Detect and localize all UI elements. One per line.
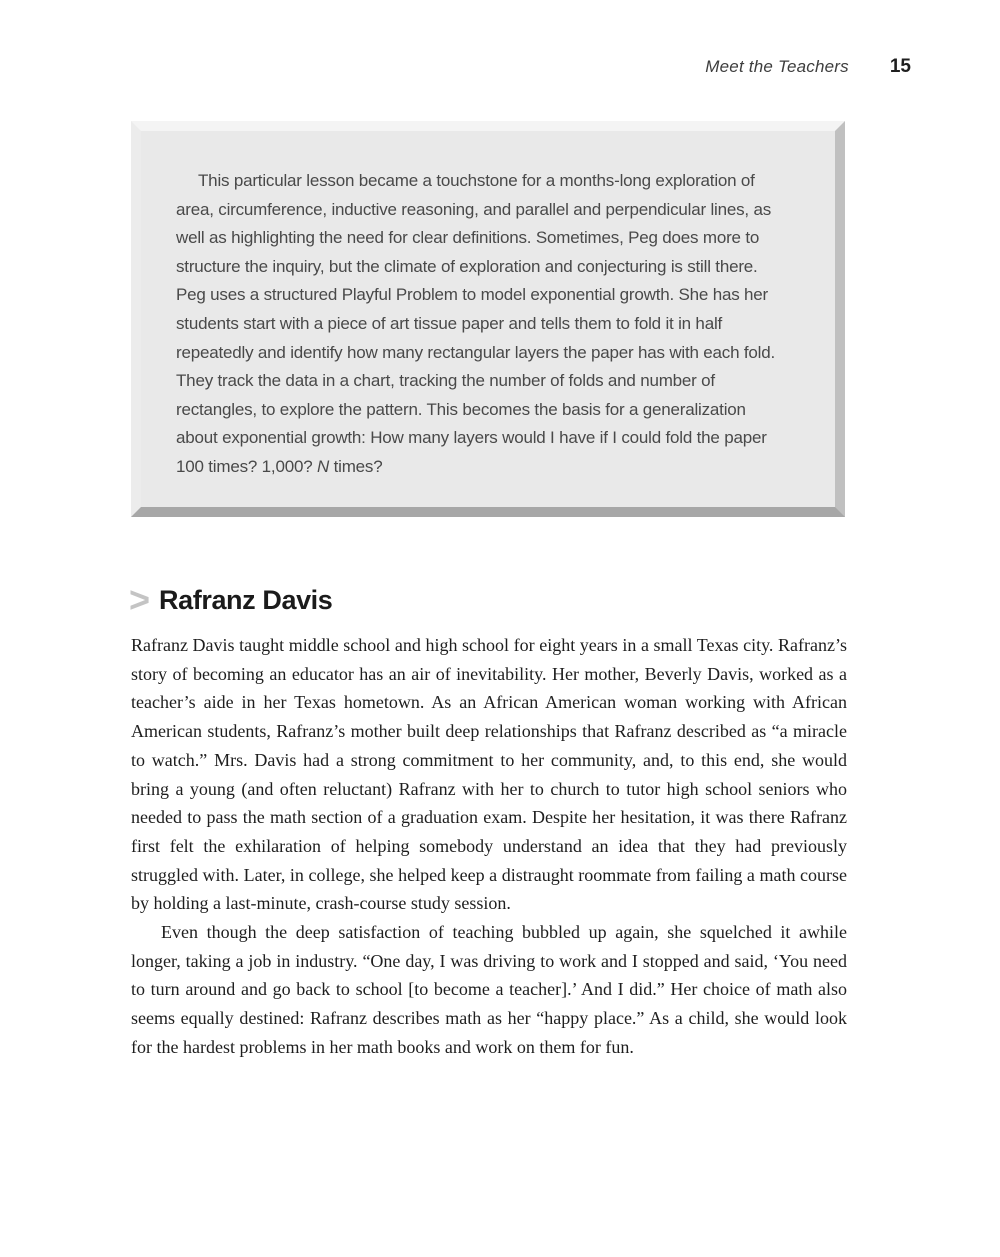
callout-text [141, 131, 835, 482]
section-heading-text: Rafranz Davis [159, 584, 333, 615]
n-variable: N [317, 456, 330, 476]
callout-box [131, 121, 845, 517]
callout-text-tail: times? [329, 456, 383, 476]
page-number: 15 [889, 56, 911, 77]
running-title: Meet the Teachers [705, 57, 849, 76]
callout-text-main: This particular lesson became a touchstone for a months-long exploration of area, circumference, inductive reasoning, and parallel and perpendicular lines, as well as highlighting the need for clear definitions. Sometimes, Peg does more to structure the inquiry, but the climate of exploration and conjecturing is still there. Peg uses a structured Playful Problem to model exponential growth. She has her students start with a piece of art tissue paper and tells them to fold it in half repeatedly and identify how many rectangular layers the paper has with each fold. They track the data in a chart, tracking the number of folds and number of rectangles, to explore the pattern. This becomes the basis for a generalization about exponential growth: How many layers would I have if I could fold the paper 100 times? 1,000? [176, 171, 775, 476]
section-body [131, 631, 847, 1062]
section-heading [129, 579, 333, 620]
body-paragraph-1: Rafranz Davis taught middle school and high school for eight years in a small Texas city. Rafranz’s story of becoming an educator has an air of inevitability. Her mother, Beverly Davis, worked as a teacher’s aide in her Texas hometown. As an African American woman working with African American students, Rafranz’s mother built deep relationships that Rafranz described as “a miracle to watch.” Mrs. Davis had a strong commitment to her community, and, to this end, she would bring a young (and often reluctant) Rafranz with her to church to tutor high school seniors who needed to pass the math section of a graduation exam. Despite her hesitation, it was there Rafranz first felt the exhilaration of helping somebody understand an idea that they had previously struggled with. Later, in college, she helped keep a distraught roommate from failing a math course by holding a last-minute, crash-course study session. [131, 635, 847, 914]
body-paragraph-2: Even though the deep satisfaction of teaching bubbled up again, she squelched it awhile longer, taking a job in industry. “One day, I was driving to work and I stopped and said, ‘You need to turn around and go back to school [to become a teacher].’ And I did.” Her choice of math also seems equally destined: Rafranz describes math as her “happy place.” As a child, she would look for the hardest problems in her math books and work on them for fun. [131, 922, 847, 1057]
page-header [0, 56, 911, 78]
chevron-marker-icon: > [129, 579, 151, 620]
